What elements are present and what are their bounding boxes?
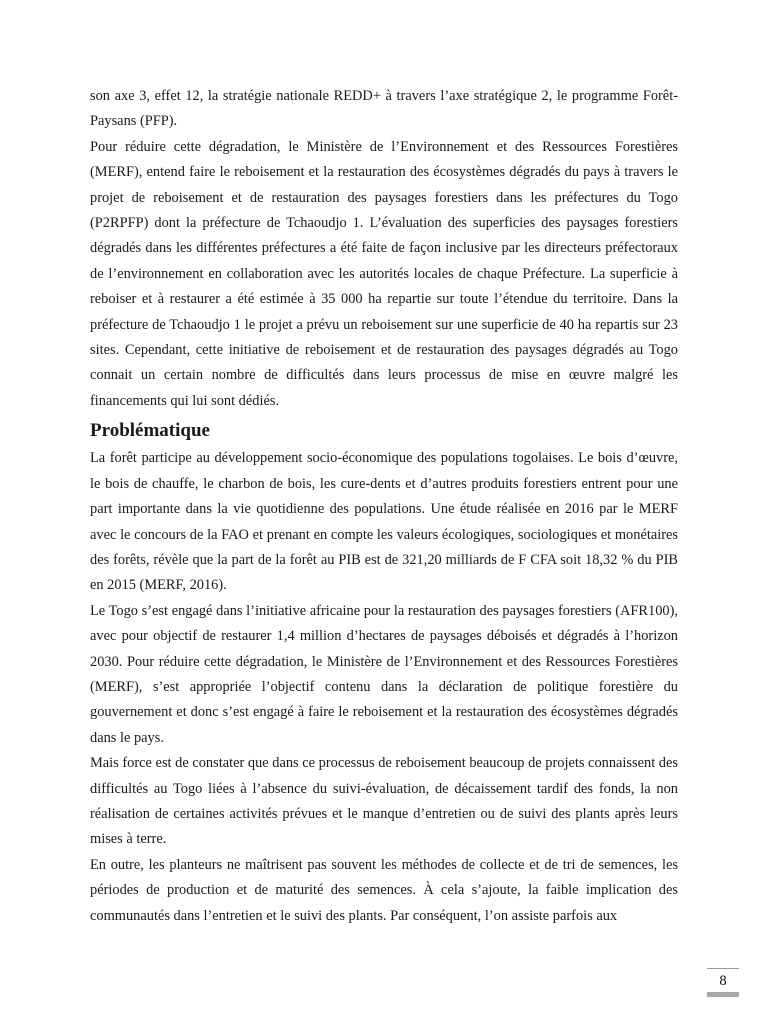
page-number: 8: [719, 973, 727, 989]
document-body: [90, 84, 678, 929]
page-number-underline: [707, 992, 739, 997]
page-number-box: [707, 968, 739, 993]
paragraph-difficulties: Mais force est de constater que dans ce processus de reboisement beaucoup de projets connaissent des difficultés au Togo liées à l’absence du suivi-évaluation, de décaissement tardif des fonds, la non réalisation de certaines activités prévues et le manque d’entretien ou de suivi des plants après leurs mises à terre.: [90, 755, 678, 848]
section-heading-problematique: Problématique: [90, 420, 210, 442]
paragraph-continuation: son axe 3, effet 12, la stratégie nationale REDD+ à travers l’axe stratégique 2, le programme Forêt-Paysans (PFP).: [90, 88, 678, 130]
paragraph-forest-economy: La forêt participe au développement socio-économique des populations togolaises. Le bois d’œuvre, le bois de chauffe, le charbon de bois, les cure-dents et d’autres produits forestiers entrent pour une part importante dans la vie quotidienne des populations. Une étude réalisée en 2016 par le MERF avec le concours de la FAO et prenant en compte les valeurs écologiques, sociologiques et monétaires des forêts, révèle que la part de la forêt au PIB est de 321,20 milliards de F CFA soit 18,32 % du PIB en 2015 (MERF, 2016).: [90, 450, 678, 594]
paragraph-afr100: Le Togo s’est engagé dans l’initiative africaine pour la restauration des paysages forestiers (AFR100), avec pour objectif de restaurer 1,4 million d’hectares de paysages déboisés et dégradés à l’horizon 2030. Pour réduire cette dégradation, le Ministère de l’Environnement et des Ressources Forestières (MERF), s’est appropriée l’objectif contenu dans la déclaration de politique forestière du gouvernement et donc s’est engagé à faire le reboisement et la restauration des écosystèmes dégradés dans le pays.: [90, 602, 678, 746]
paragraph-merf-reforestation: Pour réduire cette dégradation, le Ministère de l’Environnement et des Ressources Forestières (MERF), entend faire le reboisement et la restauration des écosystèmes dégradés du pays à travers le projet de reboisement et de restauration des paysages forestiers dans les préfectures du Togo (P2RPFP) dont la préfecture de Tchaoudjo 1. L’évaluation des superficies des paysages forestiers dégradés dans les différentes préfectures a été faite de façon inclusive par les directeurs préfectoraux de l’environnement en collaboration avec les autorités locales de chaque Préfecture. La superficie à reboiser et à restaurer a été estimée à 35 000 ha repartie sur toute l’étendue du territoire. Dans la préfecture de Tchaoudjo 1 le projet a prévu un reboisement sur une superficie de 40 ha repartis sur 23 sites. Cependant, cette initiative de reboisement et de restauration des paysages dégradés au Togo connait un certain nombre de difficultés dans leurs processus de mise en œuvre malgré les financements qui lui sont dédiés.: [90, 138, 678, 409]
paragraph-planters: En outre, les planteurs ne maîtrisent pas souvent les méthodes de collecte et de tri de semences, les périodes de production et de maturité des semences. À cela s’ajoute, la faible implication des communautés dans l’entretien et le suivi des plants. Par conséquent, l’on assiste parfois aux: [90, 856, 678, 924]
